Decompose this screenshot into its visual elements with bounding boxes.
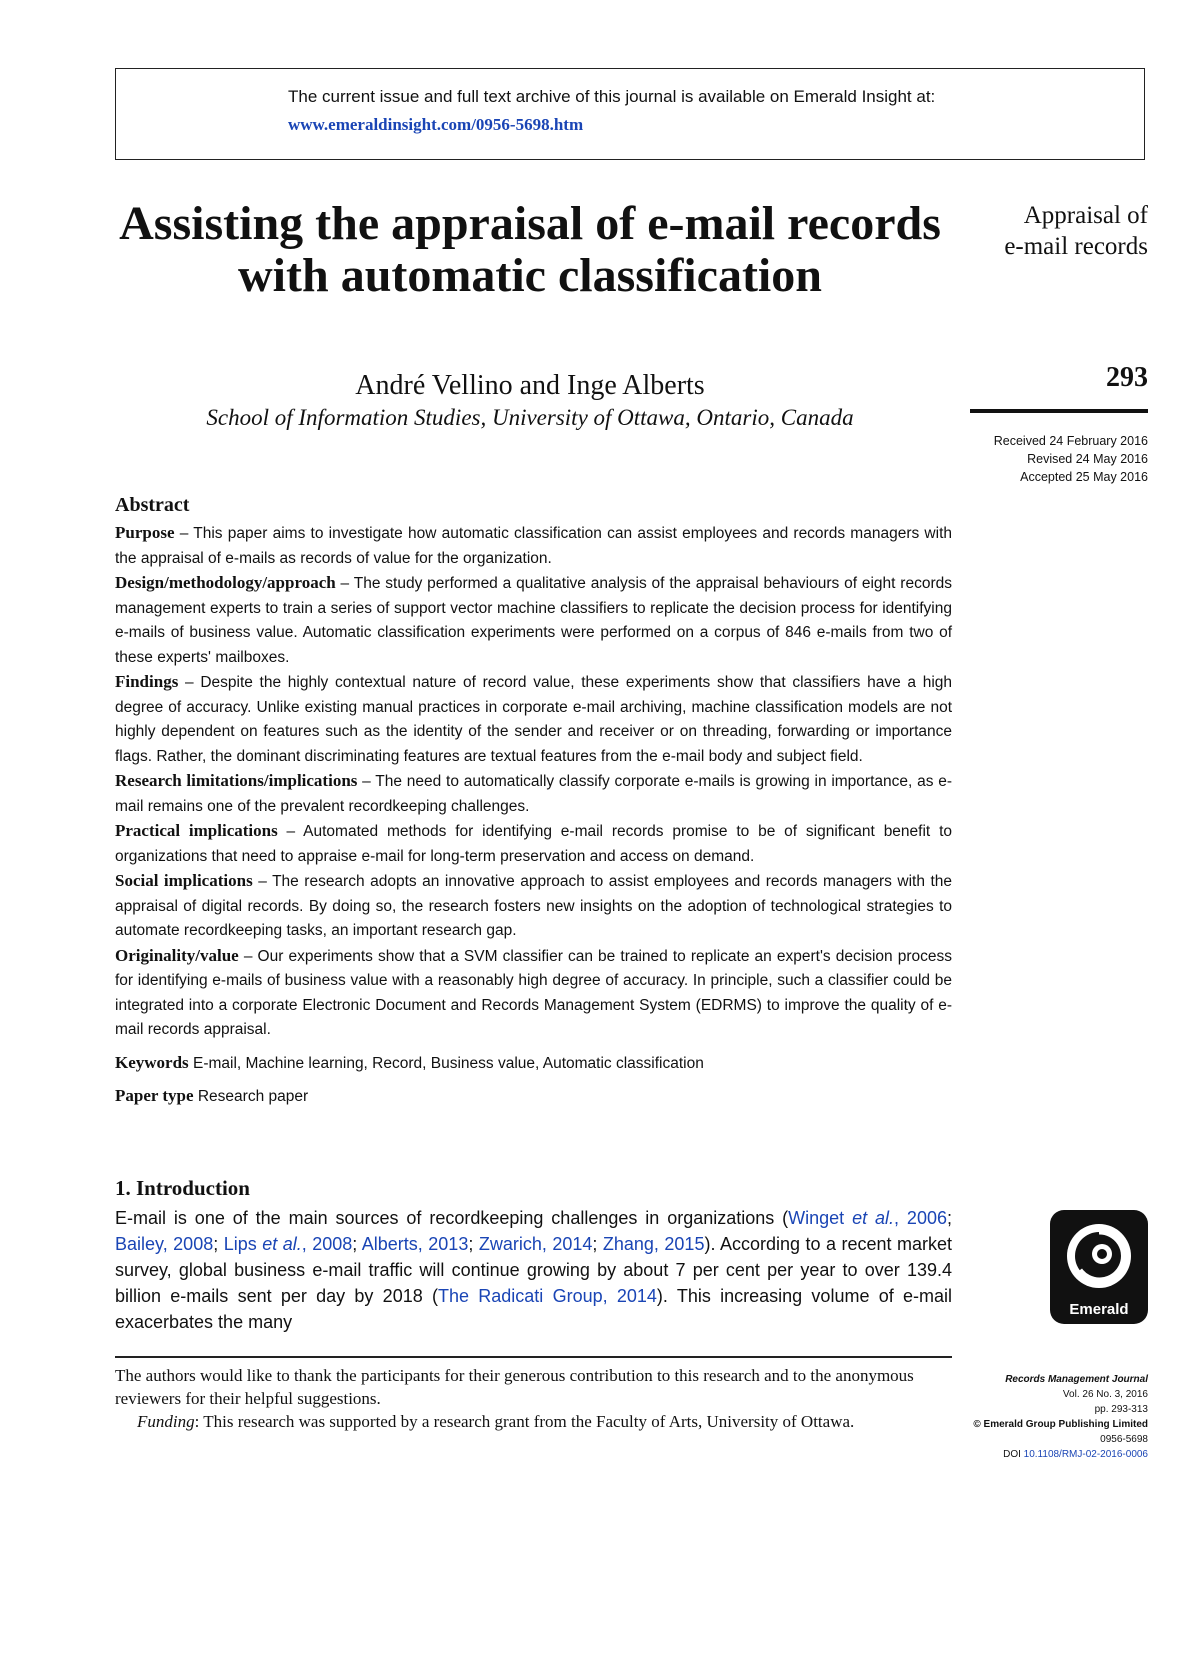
intro-text: ). This increasing volume of e-mail exacerbates the many [115, 1286, 953, 1332]
abstract-section-text: The study performed a qualitative analysis of the appraisal behaviours of eight records management experts to train a series of support vector machine classifiers to replicate the decision process for identifying e-mails of business value. Automatic classification experiments were performed on a corpus of 846 e-mails from two of these experts' mailboxes. [115, 575, 952, 666]
abstract-section-label: Social implications [115, 871, 253, 890]
received-date: Received 24 February 2016 [993, 434, 1148, 448]
citation-link[interactable]: Zhang, 2015 [602, 1234, 705, 1254]
abstract-design [115, 571, 952, 670]
abstract-section-label: Design/methodology/approach [115, 573, 336, 592]
abstract-section-sep: – [357, 773, 376, 790]
abstract-section-sep: – [335, 575, 354, 592]
citation-link[interactable] [788, 1208, 947, 1228]
paper-type-label: Paper type [115, 1085, 194, 1105]
submission-dates [994, 432, 1148, 486]
running-head [908, 200, 1148, 262]
citation-author: Winget [788, 1208, 845, 1228]
citation-separator: ; [352, 1234, 362, 1254]
abstract-section-label: Practical implications [115, 821, 278, 840]
citation-separator: ; [946, 1208, 952, 1228]
funding-label: Funding [137, 1412, 195, 1431]
abstract-section-sep: – [174, 525, 194, 542]
archive-notice-box [115, 68, 1145, 160]
abstract-section-text: This paper aims to investigate how automatic classification can assist employees and records managers with the appraisal of e-mails as records of value for the organization. [115, 525, 952, 567]
page-number: 293 [1106, 362, 1148, 393]
funding-text: : This research was supported by a research grant from the Faculty of Arts, University of Ottawa. [194, 1412, 855, 1431]
footnote-rule [115, 1356, 952, 1358]
introduction-paragraph [115, 1205, 952, 1335]
archive-notice-text: The current issue and full text archive of this journal is available on Emerald Insight at: [288, 87, 936, 106]
paper-title: Assisting the appraisal of e-mail records with automatic classification [119, 197, 941, 302]
abstract-section-label: Originality/value [115, 945, 239, 965]
abstract-section-sep: – [178, 674, 201, 691]
emerald-logo [1050, 1210, 1148, 1324]
citation-year: , 2008 [301, 1234, 353, 1254]
citation-link[interactable] [224, 1234, 353, 1254]
archive-url-link[interactable]: www.emeraldinsight.com/0956-5698.htm [288, 115, 584, 134]
footnote [115, 1364, 952, 1433]
emerald-logo-icon [1050, 1210, 1148, 1324]
keywords [115, 1047, 952, 1080]
citation-separator: ; [592, 1234, 603, 1254]
abstract-limitations [115, 769, 952, 819]
intro-text: E-mail is one of the main sources of recordkeeping challenges in organizations ( [115, 1208, 789, 1228]
logo-text: Emerald [1069, 1301, 1129, 1318]
paper-type [115, 1080, 952, 1113]
introduction-section [115, 1176, 952, 1335]
citation-link[interactable]: Bailey, 2008 [115, 1234, 214, 1254]
abstract-section-label: Purpose [115, 523, 175, 542]
journal-issn: 0956-5698 [1100, 1434, 1148, 1445]
journal-pages: pp. 293-313 [1094, 1404, 1148, 1415]
journal-volume: Vol. 26 No. 3, 2016 [1062, 1389, 1148, 1400]
citation-link[interactable]: Zwarich, 2014 [478, 1234, 593, 1254]
accepted-date: Accepted 25 May 2016 [1020, 470, 1148, 484]
citation-link[interactable]: The Radicati Group, 2014 [438, 1286, 657, 1306]
citation-separator: ; [213, 1234, 224, 1254]
journal-info [973, 1372, 1148, 1462]
journal-doi [973, 1447, 1148, 1462]
introduction-heading: 1. Introduction [115, 1176, 250, 1200]
abstract-practical [115, 819, 952, 869]
abstract-section-label: Findings [115, 672, 179, 691]
abstract-section-text: Despite the highly contextual nature of record value, these experiments show that classifiers have a high degree of accuracy. Unlike existing manual practices in corporate e-mail archiving, machine classification models are not highly dependent on features such as the identity of the sender and receiver or on threading, forwarding or importance flags. Rather, the dominant discriminating features are textual features from the e-mail body and subject field. [115, 674, 953, 765]
journal-title: Records Management Journal [1005, 1374, 1148, 1385]
citation-separator: ; [468, 1234, 479, 1254]
abstract-section-label: Research limitations/implications [115, 771, 358, 790]
revised-date: Revised 24 May 2016 [1027, 452, 1148, 466]
abstract-section-sep: – [252, 873, 273, 890]
acknowledgement: The authors would like to thank the participants for their generous contribution to this research and to the anonymous reviewers for their helpful suggestions. [115, 1366, 914, 1408]
doi-label: DOI [1003, 1449, 1021, 1460]
citation-etal: et al. [262, 1234, 302, 1254]
abstract-findings [115, 670, 952, 769]
keywords-label: Keywords [115, 1052, 189, 1072]
doi-link[interactable]: 10.1108/RMJ-02-2016-0006 [1023, 1449, 1148, 1460]
abstract-heading: Abstract [115, 494, 190, 516]
abstract-section-text: The need to automatically classify corporate e-mails is growing in importance, as e-mail remains one of the prevalent recordkeeping challenges. [115, 773, 953, 815]
citation-link[interactable]: Alberts, 2013 [361, 1234, 469, 1254]
author-affiliation: School of Information Studies, University of Ottawa, Ontario, Canada [206, 405, 854, 430]
abstract-section-text: Our experiments show that a SVM classifier can be trained to replicate an expert's decision process for identifying e-mails of business value with a reasonably high degree of accuracy. In principle, such a classifier could be integrated into a corporate Electronic Document and Records Management System (EDRMS) to improve the quality of e-mail records appraisal. [115, 947, 952, 1038]
abstract-social [115, 869, 952, 944]
abstract-section-text: The research adopts an innovative approach to assist employees and records managers with the appraisal of digital records. By doing so, the research fosters new insights on the adoption of technological strategies to automate recordkeeping tasks, an important research gap. [115, 873, 953, 939]
abstract-section-sep: – [277, 823, 304, 840]
abstract-purpose [115, 521, 952, 571]
intro-text: ). According to a recent market survey, global business e-mail traffic will continue growing by about 7 per cent per year to over 139.4 billion e-mails sent per day by 2018 ( [115, 1234, 952, 1306]
abstract-section-sep: – [238, 947, 258, 965]
citation-year: , 2006 [894, 1208, 947, 1228]
abstract [115, 494, 952, 1113]
running-head-line2: e-mail records [1004, 233, 1148, 260]
paper-type-text: Research paper [197, 1087, 309, 1105]
journal-publisher: © Emerald Group Publishing Limited [973, 1419, 1148, 1430]
running-head-line1: Appraisal of [1023, 202, 1148, 229]
citation-author: Lips [223, 1234, 257, 1254]
keywords-text: E-mail, Machine learning, Record, Business value, Automatic classification [192, 1054, 704, 1072]
paper-authors: André Vellino and Inge Alberts [355, 370, 705, 401]
funding-note [115, 1410, 952, 1433]
citation-etal: et al. [852, 1208, 895, 1228]
abstract-originality [115, 944, 952, 1043]
abstract-section-text: Automated methods for identifying e-mail records promise to be of significant benefit to organizations that need to appraise e-mail for long-term preservation and access on demand. [115, 823, 952, 865]
page-number-rule [970, 409, 1148, 413]
